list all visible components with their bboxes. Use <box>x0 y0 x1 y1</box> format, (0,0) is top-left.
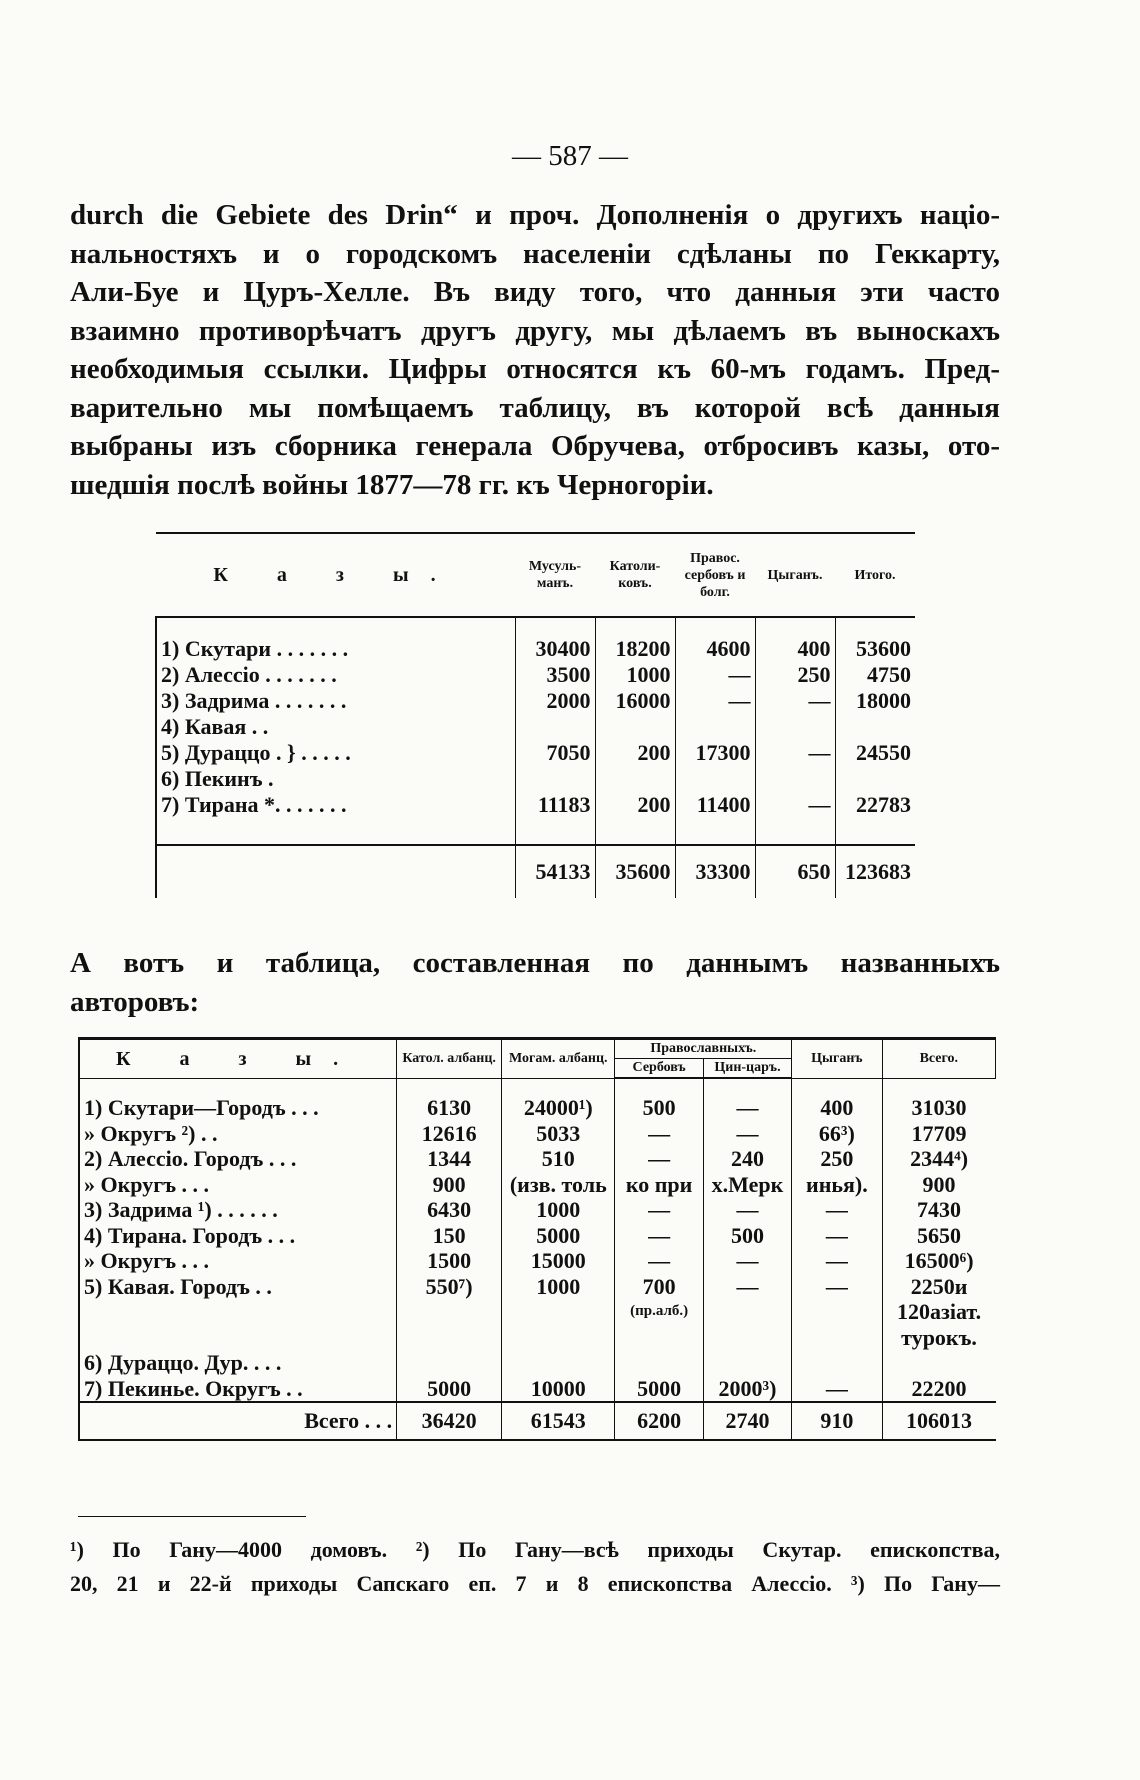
cell: — <box>703 1121 791 1147</box>
cell <box>515 714 595 740</box>
row-label: 1) Скутари—Городъ . . . <box>79 1095 397 1121</box>
cell: 6130 <box>397 1095 502 1121</box>
cell: ко при <box>615 1172 703 1198</box>
table-row <box>79 1248 996 1274</box>
row-label: » Округъ . . . <box>79 1172 397 1198</box>
cell: 250 <box>755 662 835 688</box>
row-label: 2) Алессіо . . . . . . . <box>156 662 515 688</box>
cell: — <box>755 792 835 818</box>
cell: — <box>755 740 835 766</box>
total-cell: 2740 <box>703 1402 791 1440</box>
column-header-muslim-albanians: Могам. албанц. <box>502 1039 615 1079</box>
table-row <box>79 1350 996 1376</box>
cell: 250 <box>792 1146 882 1172</box>
cell: 16500⁶) <box>882 1248 995 1274</box>
cell: 150 <box>397 1223 502 1249</box>
cell <box>755 766 835 792</box>
cell: 1344 <box>397 1146 502 1172</box>
cell: 400 <box>755 636 835 662</box>
row-label <box>79 1325 397 1351</box>
paragraph-second <box>70 944 1000 1021</box>
cell: 30400 <box>515 636 595 662</box>
cell: 5000 <box>502 1223 615 1249</box>
row-label: 3) Задрима ¹) . . . . . . <box>79 1197 397 1223</box>
cell: — <box>615 1121 703 1147</box>
cell: 31030 <box>882 1095 995 1121</box>
column-header-orthodox: Правос. сербовъ и болг. <box>675 533 755 617</box>
cell: 22783 <box>835 792 915 818</box>
cell: — <box>615 1223 703 1249</box>
cell: 24550 <box>835 740 915 766</box>
row-label: 7) Тирана *. . . . . . . <box>156 792 515 818</box>
column-header-kazy: К а з ы. <box>79 1039 397 1079</box>
footnote-line: ¹) По Гану—4000 домовъ. ²) По Гану—всѣ приходы Скутар. епископства, <box>70 1537 1000 1562</box>
cell: 240 <box>703 1146 791 1172</box>
cell: — <box>675 662 755 688</box>
cell: — <box>703 1248 791 1274</box>
table-obruchev <box>155 532 915 898</box>
cell: 510 <box>502 1146 615 1172</box>
cell: — <box>755 688 835 714</box>
cell: 1000 <box>595 662 675 688</box>
cell: — <box>615 1197 703 1223</box>
cell: — <box>792 1274 882 1300</box>
cell <box>882 1350 995 1376</box>
table-row <box>79 1172 996 1198</box>
total-label: Всего . . . <box>79 1402 397 1440</box>
cell: 10000 <box>502 1376 615 1403</box>
cell: 5650 <box>882 1223 995 1249</box>
cell <box>595 766 675 792</box>
table-row <box>156 662 915 688</box>
cell: 2250и <box>882 1274 995 1300</box>
paragraph-intro <box>70 196 1000 504</box>
cell: 1000 <box>502 1197 615 1223</box>
cell: — <box>792 1223 882 1249</box>
cell <box>675 766 755 792</box>
column-header-total: Итого. <box>835 533 915 617</box>
cell <box>703 1350 791 1376</box>
cell: 16000 <box>595 688 675 714</box>
text-line: выбраны изъ сборника генерала Обручева, отбросивъ казы, ото- <box>70 430 1000 462</box>
table-row <box>156 740 915 766</box>
column-header-serbs: Сербовъ <box>615 1059 703 1079</box>
table-row <box>79 1095 996 1121</box>
table-row <box>156 766 915 792</box>
cell: 12616 <box>397 1121 502 1147</box>
column-header-tsintsars: Цин-царъ. <box>703 1059 791 1079</box>
row-label: 7) Пекинье. Округъ . . <box>79 1376 397 1403</box>
cell: 2000³) <box>703 1376 791 1403</box>
text-line: необходимыя ссылки. Цифры относятся къ 60-мъ годамъ. Пред- <box>70 353 1000 385</box>
cell: 3500 <box>515 662 595 688</box>
cell: 400 <box>792 1095 882 1121</box>
cell: 200 <box>595 740 675 766</box>
total-cell: 54133 <box>515 845 595 898</box>
cell: 900 <box>882 1172 995 1198</box>
cell <box>615 1350 703 1376</box>
cell <box>792 1350 882 1376</box>
total-cell: 123683 <box>835 845 915 898</box>
cell <box>397 1325 502 1351</box>
cell: — <box>615 1248 703 1274</box>
cell: 11400 <box>675 792 755 818</box>
cell: (пр.алб.) <box>615 1299 703 1325</box>
cell: 900 <box>397 1172 502 1198</box>
row-label <box>79 1299 397 1325</box>
table-row <box>156 792 915 818</box>
cell: 550⁷) <box>397 1274 502 1300</box>
row-label: 2) Алессіо. Городъ . . . <box>79 1146 397 1172</box>
table-row <box>156 636 915 662</box>
footnote-line: 20, 21 и 22-й приходы Сапскаго еп. 7 и 8 епископства Алессіо. ³) По Гану— <box>70 1571 1000 1596</box>
cell: 22200 <box>882 1376 995 1403</box>
total-cell: 910 <box>792 1402 882 1440</box>
row-label: 5) Дураццо . } . . . . . <box>156 740 515 766</box>
column-header-gypsies: Цыганъ <box>792 1039 882 1079</box>
cell: 15000 <box>502 1248 615 1274</box>
table-row <box>79 1325 996 1351</box>
cell <box>615 1325 703 1351</box>
cell: — <box>703 1274 791 1300</box>
table-row <box>79 1223 996 1249</box>
cell: х.Мерк <box>703 1172 791 1198</box>
cell: 11183 <box>515 792 595 818</box>
cell: — <box>792 1197 882 1223</box>
cell: 2344⁴) <box>882 1146 995 1172</box>
table-row <box>79 1299 996 1325</box>
cell: 2000 <box>515 688 595 714</box>
cell: 7050 <box>515 740 595 766</box>
text-line: варительно мы помѣщаемъ таблицу, въ которой всѣ данныя <box>70 391 1000 424</box>
table-row <box>79 1274 996 1300</box>
cell: (изв. толь <box>502 1172 615 1198</box>
cell: 17709 <box>882 1121 995 1147</box>
cell: 7430 <box>882 1197 995 1223</box>
total-cell: 106013 <box>882 1402 995 1440</box>
cell: — <box>792 1376 882 1403</box>
cell: 1000 <box>502 1274 615 1300</box>
cell: турокъ. <box>882 1325 995 1351</box>
text-line: Али-Буе и Цуръ-Хелле. Въ виду того, что данныя эти часто <box>70 276 1000 308</box>
footnote-divider <box>78 1516 306 1517</box>
row-label: 5) Кавая. Городъ . . <box>79 1274 397 1300</box>
total-cell: 61543 <box>502 1402 615 1440</box>
row-label: » Округъ . . . <box>79 1248 397 1274</box>
cell: 6430 <box>397 1197 502 1223</box>
cell: 18000 <box>835 688 915 714</box>
row-label: 6) Пекинъ . <box>156 766 515 792</box>
cell <box>703 1299 791 1325</box>
cell <box>792 1299 882 1325</box>
footnotes <box>70 1533 1000 1601</box>
cell <box>397 1299 502 1325</box>
cell: 17300 <box>675 740 755 766</box>
cell: 24000¹) <box>502 1095 615 1121</box>
column-header-catholics: Католи-ковъ. <box>595 533 675 617</box>
page-number: — 587 — <box>512 140 628 172</box>
table-row <box>79 1376 996 1403</box>
total-cell: 33300 <box>675 845 755 898</box>
cell: — <box>703 1197 791 1223</box>
column-header-muslims: Мусуль-манъ. <box>515 533 595 617</box>
cell: 700 <box>615 1274 703 1300</box>
text-line: шедшія послѣ войны 1877—78 гг. къ Черногоріи. <box>70 468 714 501</box>
column-header-catholic-albanians: Катол. албанц. <box>397 1039 502 1079</box>
row-label: 4) Тирана. Городъ . . . <box>79 1223 397 1249</box>
column-header-kazy: К а з ы. <box>156 533 515 617</box>
cell: — <box>792 1248 882 1274</box>
cell <box>502 1325 615 1351</box>
table-row <box>79 1197 996 1223</box>
table-row <box>156 714 915 740</box>
cell: — <box>703 1095 791 1121</box>
cell: 4750 <box>835 662 915 688</box>
cell: — <box>675 688 755 714</box>
cell: 53600 <box>835 636 915 662</box>
total-cell: 36420 <box>397 1402 502 1440</box>
cell: инья). <box>792 1172 882 1198</box>
cell <box>792 1325 882 1351</box>
row-label: » Округъ ²) . . <box>79 1121 397 1147</box>
text-line: авторовъ: <box>70 985 200 1018</box>
cell: 200 <box>595 792 675 818</box>
cell: 66³) <box>792 1121 882 1147</box>
table-row <box>156 688 915 714</box>
total-cell: 650 <box>755 845 835 898</box>
cell: 5000 <box>397 1376 502 1403</box>
cell: 500 <box>615 1095 703 1121</box>
text-line: взаимно противорѣчатъ другъ другу, мы дѣлаемъ въ выноскахъ <box>70 314 1000 347</box>
cell <box>595 714 675 740</box>
cell: 5033 <box>502 1121 615 1147</box>
row-label: 1) Скутари . . . . . . . <box>156 636 515 662</box>
totals-row <box>156 845 915 898</box>
table-authors <box>78 1037 996 1441</box>
cell: 120азіат. <box>882 1299 995 1325</box>
cell <box>502 1299 615 1325</box>
total-cell: 35600 <box>595 845 675 898</box>
text-line: нальностяхъ и о городскомъ населеніи сдѣланы по Геккарту, <box>70 237 1000 270</box>
cell: 1500 <box>397 1248 502 1274</box>
cell: 18200 <box>595 636 675 662</box>
column-header-gypsies: Цыганъ. <box>755 533 835 617</box>
cell <box>755 714 835 740</box>
cell <box>703 1325 791 1351</box>
table-row <box>79 1121 996 1147</box>
cell: 4600 <box>675 636 755 662</box>
row-label: 4) Кавая . . <box>156 714 515 740</box>
cell <box>397 1350 502 1376</box>
row-label: 3) Задрима . . . . . . . <box>156 688 515 714</box>
cell <box>502 1350 615 1376</box>
cell <box>835 766 915 792</box>
table-row <box>79 1146 996 1172</box>
cell: 5000 <box>615 1376 703 1403</box>
cell <box>675 714 755 740</box>
text-line: durch die Gebiete des Drin“ и проч. Дополненія о другихъ націо- <box>70 199 1000 231</box>
cell <box>835 714 915 740</box>
column-header-total: Всего. <box>882 1039 995 1079</box>
cell: — <box>615 1146 703 1172</box>
totals-row <box>79 1402 996 1440</box>
total-cell: 6200 <box>615 1402 703 1440</box>
column-header-orthodox: Православныхъ. <box>615 1039 792 1059</box>
text-line: А вотъ и таблица, составленная по даннымъ названныхъ <box>70 947 1000 979</box>
cell <box>515 766 595 792</box>
cell: 500 <box>703 1223 791 1249</box>
row-label: 6) Дураццо. Дур. . . . <box>79 1350 397 1376</box>
